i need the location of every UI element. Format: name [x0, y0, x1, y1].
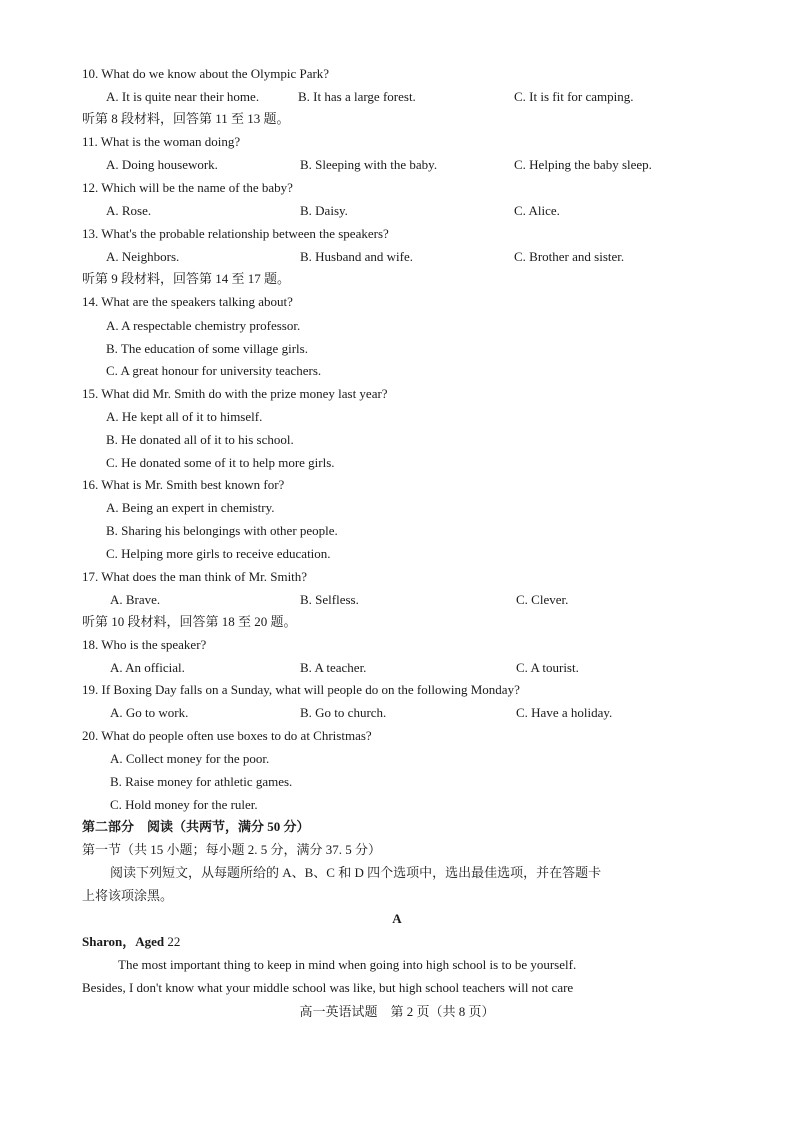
reading-instruction-line2: 上将该项涂黑。	[82, 888, 174, 903]
question-19: 19. If Boxing Day falls on a Sunday, what will people do on the following Monday?	[82, 682, 520, 697]
option-18b: B. A teacher.	[300, 660, 367, 675]
passage-line-1: The most important thing to keep in mind when going into high school is to be yourself.	[118, 957, 577, 972]
option-10a: A. It is quite near their home.	[106, 89, 260, 104]
question-16: 16. What is Mr. Smith best known for?	[82, 477, 285, 492]
option-12b: B. Daisy.	[300, 203, 348, 218]
option-16b: B. Sharing his belongings with other people.	[106, 523, 338, 538]
section-8-instruction: 听第 8 段材料，回答第 11 至 13 题。	[82, 111, 290, 126]
option-19c: C. Have a holiday.	[516, 705, 613, 720]
option-17c: C. Clever.	[516, 592, 569, 607]
option-16c: C. Helping more girls to receive education.	[106, 546, 331, 561]
option-14b: B. The education of some village girls.	[106, 341, 308, 356]
option-20b: B. Raise money for athletic games.	[110, 774, 293, 789]
question-17: 17. What does the man think of Mr. Smith?	[82, 569, 308, 584]
option-16a: A. Being an expert in chemistry.	[106, 500, 275, 515]
option-20a: A. Collect money for the poor.	[110, 751, 270, 766]
option-12a: A. Rose.	[106, 203, 152, 218]
question-20: 20. What do people often use boxes to do at Christmas?	[82, 728, 372, 743]
option-11a: A. Doing housework.	[106, 157, 218, 172]
reading-instruction-line1: 阅读下列短文，从每题所给的 A、B、C 和 D 四个选项中，选出最佳选项，并在答题卡	[110, 865, 602, 880]
speaker-name: Sharon，Aged	[82, 934, 165, 949]
passage-letter: A	[392, 911, 402, 926]
question-14: 14. What are the speakers talking about?	[82, 294, 293, 309]
option-14a: A. A respectable chemistry professor.	[106, 318, 301, 333]
question-13: 13. What's the probable relationship between the speakers?	[82, 226, 389, 241]
section-9-instruction: 听第 9 段材料，回答第 14 至 17 题。	[82, 271, 291, 286]
question-10: 10. What do we know about the Olympic Park?	[82, 66, 330, 81]
option-13c: C. Brother and sister.	[514, 249, 625, 264]
part-2-title: 第二部分 阅读（共两节，满分 50 分）	[82, 819, 310, 834]
option-13a: A. Neighbors.	[106, 249, 180, 264]
page-footer: 高一英语试题 第 2 页（共 8 页）	[299, 1004, 495, 1019]
option-14c: C. A great honour for university teachers.	[106, 363, 322, 378]
question-18: 18. Who is the speaker?	[82, 637, 207, 652]
option-11c: C. Helping the baby sleep.	[514, 157, 652, 172]
speaker-age: 22	[167, 934, 181, 949]
option-15a: A. He kept all of it to himself.	[106, 409, 263, 424]
question-11: 11. What is the woman doing?	[82, 134, 241, 149]
question-12: 12. Which will be the name of the baby?	[82, 180, 293, 195]
option-11b: B. Sleeping with the baby.	[300, 157, 438, 172]
option-18a: A. An official.	[110, 660, 185, 675]
option-17b: B. Selfless.	[300, 592, 359, 607]
option-20c: C. Hold money for the ruler.	[110, 797, 258, 812]
option-18c: C. A tourist.	[516, 660, 579, 675]
passage-line-2: Besides, I don't know what your middle school was like, but high school teachers will not care	[82, 980, 574, 995]
speaker-heading	[82, 934, 180, 950]
option-17a: A. Brave.	[110, 592, 161, 607]
question-15: 15. What did Mr. Smith do with the prize money last year?	[82, 386, 388, 401]
option-10b: B. It has a large forest.	[298, 89, 416, 104]
option-12c: C. Alice.	[514, 203, 560, 218]
option-15c: C. He donated some of it to help more girls.	[106, 455, 335, 470]
section-10-instruction: 听第 10 段材料，回答第 18 至 20 题。	[82, 614, 297, 629]
option-19a: A. Go to work.	[110, 705, 189, 720]
option-10c: C. It is fit for camping.	[514, 89, 634, 104]
option-13b: B. Husband and wife.	[300, 249, 414, 264]
option-19b: B. Go to church.	[300, 705, 387, 720]
section-1-title: 第一节（共 15 小题；每小题 2. 5 分，满分 37. 5 分）	[82, 842, 382, 857]
option-15b: B. He donated all of it to his school.	[106, 432, 294, 447]
